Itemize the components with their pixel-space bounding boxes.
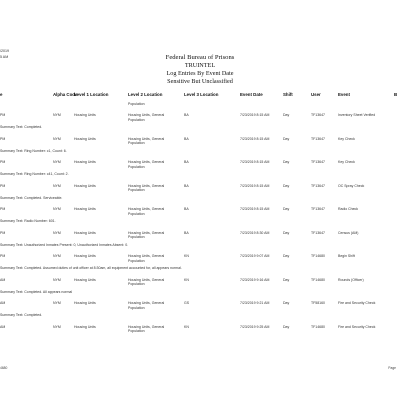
- cell-time: PM: [0, 113, 6, 117]
- col-b: B: [394, 92, 398, 97]
- cell-date: 7/23/2019 9:21 AM: [240, 301, 270, 305]
- cell-l2: Housing Units, General Population: [128, 277, 165, 287]
- cell-l3: BA: [184, 160, 189, 164]
- cell-l1: Housing Units: [74, 230, 96, 235]
- cell-event: Key Check: [338, 136, 355, 141]
- cell-l2: Housing Units, General Population: [128, 301, 165, 310]
- cell-shift: Day: [283, 136, 290, 141]
- cell-l1: Housing Units: [74, 277, 96, 282]
- summary-text: Summary Text: Completed.: [0, 125, 43, 129]
- cell-l2: Housing Units, General Population: [128, 160, 165, 169]
- cell-shift: Day: [283, 207, 290, 211]
- cell-l2: Housing Units, General Population: [128, 136, 165, 146]
- cell-l2: Housing Units, General Population: [128, 207, 165, 216]
- cell-l1: Housing Units: [74, 301, 96, 305]
- cell-event: Census (AM): [338, 230, 359, 235]
- cell-time: AM: [0, 277, 6, 282]
- cell-shift: Day: [283, 254, 290, 258]
- cell-date: 7/23/2019 8:15 AM: [240, 207, 270, 211]
- summary-text: Summary Text: Unauthorized Inmates Present: 0, Unauthorized Inmates Absent: 0.: [0, 242, 129, 247]
- cell-code: NYM: [53, 207, 61, 211]
- cell-l3: BA: [184, 183, 189, 188]
- col-alpha-code: Alpha Code: [53, 92, 78, 97]
- col-level2: Level 2 Location: [128, 92, 163, 97]
- cell-l1: Housing Units: [74, 136, 96, 141]
- cell-time: AM: [0, 301, 6, 305]
- cell-l2: Housing Units, General Population: [128, 113, 165, 122]
- cell-date: 7/23/2019 8:15 AM: [240, 136, 270, 141]
- cell-l1: Housing Units: [74, 160, 96, 164]
- col-user: User: [311, 92, 321, 97]
- cell-user: TF14680: [311, 254, 326, 258]
- cell-date: 7/23/2019 9:07 AM: [240, 254, 270, 258]
- cell-l1: Housing Units: [74, 324, 96, 329]
- cell-l3: BA: [184, 136, 189, 141]
- cell-l1: Housing Units: [74, 183, 96, 188]
- cell-l3: BA: [184, 230, 189, 235]
- col-time: e: [0, 92, 3, 97]
- cell-user: TF13647: [311, 113, 326, 117]
- cell-l1: Housing Units: [74, 207, 96, 211]
- cell-date: 7/23/2019 8:15 AM: [240, 183, 270, 188]
- table-row: [0, 301, 400, 319]
- cell-l2: Housing Units, General Population: [128, 324, 165, 334]
- cell-l3: KN: [184, 277, 189, 282]
- cell-shift: Day: [283, 277, 290, 282]
- summary-text: Summary Text: Completed. Serviceable.: [0, 195, 63, 200]
- report-date-fragment: /2019: [0, 49, 9, 53]
- cell-l3: GS: [184, 301, 190, 305]
- summary-text: Summary Text: Radio Number: 601.: [0, 219, 56, 223]
- cell-time: AM: [0, 324, 6, 329]
- cell-code: NYM: [53, 277, 61, 282]
- cell-shift: Day: [283, 230, 290, 235]
- top-fragment: Population: [128, 102, 145, 106]
- table-row: [0, 325, 400, 343]
- table-row: [0, 113, 400, 131]
- cell-code: NYM: [53, 113, 61, 117]
- cell-user: TF13647: [311, 230, 326, 235]
- classification-title: Sensitive But Unclassified: [167, 78, 233, 85]
- cell-l2: Housing Units, General Population: [128, 230, 165, 240]
- cell-time: PM: [0, 160, 6, 164]
- col-event: Event: [338, 92, 350, 97]
- summary-text: Summary Text: Completed. Assumed duties of unit officer at 8:30am, all equipment accounted for, all appears normal.: [0, 266, 182, 270]
- col-shift: Shift: [283, 92, 293, 97]
- cell-user: TF14680: [311, 277, 326, 282]
- report-title: Log Entries By Event Date: [166, 70, 234, 77]
- cell-code: NYM: [53, 183, 61, 188]
- cell-time: PM: [0, 136, 6, 141]
- cell-event: Key Check: [338, 160, 355, 164]
- system-title: TRUINTEL: [184, 62, 216, 69]
- col-event-date: Event Date: [240, 92, 263, 97]
- cell-date: 7/23/2019 8:15 AM: [240, 113, 270, 117]
- cell-event: Fire and Security Check: [338, 324, 376, 329]
- cell-l3: BA: [184, 207, 189, 211]
- table-row: [0, 207, 400, 225]
- cell-time: PM: [0, 207, 6, 211]
- cell-shift: Day: [283, 183, 290, 188]
- summary-text: Summary Text: Ring Number: c41, Count: 2.: [0, 172, 69, 176]
- cell-l3: BA: [184, 113, 189, 117]
- cell-time: PM: [0, 183, 6, 188]
- cell-code: NYM: [53, 230, 61, 235]
- cell-user: TF13647: [311, 183, 326, 188]
- cell-event: Inventory Sheet Verified: [338, 113, 376, 117]
- summary-text: Summary Text: Completed.: [0, 313, 43, 317]
- cell-l2: Housing Units, General Population: [128, 254, 165, 263]
- col-level1: Level 1 Location: [74, 92, 109, 97]
- footer-right: Page: [388, 366, 396, 370]
- report-title-block: [100, 54, 300, 86]
- cell-shift: Day: [283, 301, 290, 305]
- footer-left: 4680: [0, 366, 8, 370]
- cell-user: TF58160: [311, 301, 326, 305]
- cell-date: 7/23/2019 8:30 AM: [240, 230, 270, 235]
- col-level3: Level 3 Location: [184, 92, 219, 97]
- cell-code: NYM: [53, 136, 61, 141]
- cell-user: TF13647: [311, 207, 326, 211]
- cell-time: PM: [0, 254, 6, 258]
- cell-code: NYM: [53, 324, 61, 329]
- cell-shift: Day: [283, 324, 290, 329]
- cell-time: PM: [0, 230, 6, 235]
- cell-date: 7/23/2019 9:25 AM: [240, 324, 270, 329]
- cell-user: TF13647: [311, 160, 326, 164]
- summary-text: Summary Text: Ring Number: c1, Count: 6.: [0, 148, 67, 153]
- cell-code: NYM: [53, 160, 61, 164]
- cell-user: TF14680: [311, 324, 326, 329]
- cell-l1: Housing Units: [74, 254, 96, 258]
- cell-event: Fire and Security Check: [338, 301, 376, 305]
- cell-code: NYM: [53, 254, 61, 258]
- cell-l3: KN: [184, 254, 189, 258]
- cell-event: Begin Shift: [338, 254, 355, 258]
- cell-user: TF13647: [311, 136, 326, 141]
- summary-text: Summary Text: Completed. All appears normal: [0, 289, 73, 294]
- cell-l3: KN: [184, 324, 189, 329]
- cell-l2: Housing Units, General Population: [128, 183, 165, 193]
- cell-date: 7/23/2019 8:15 AM: [240, 160, 270, 164]
- report-time-fragment: 5 AM: [0, 55, 9, 59]
- agency-title: Federal Bureau of Prisons: [165, 54, 235, 61]
- cell-l1: Housing Units: [74, 113, 96, 117]
- cell-event: OC Spray Check: [338, 183, 365, 188]
- cell-date: 7/23/2019 9:16 AM: [240, 277, 270, 282]
- cell-code: NYM: [53, 301, 61, 305]
- cell-shift: Day: [283, 113, 290, 117]
- cell-event: Rounds (Officer): [338, 277, 364, 282]
- cell-event: Radio Check: [338, 207, 359, 211]
- cell-shift: Day: [283, 160, 290, 164]
